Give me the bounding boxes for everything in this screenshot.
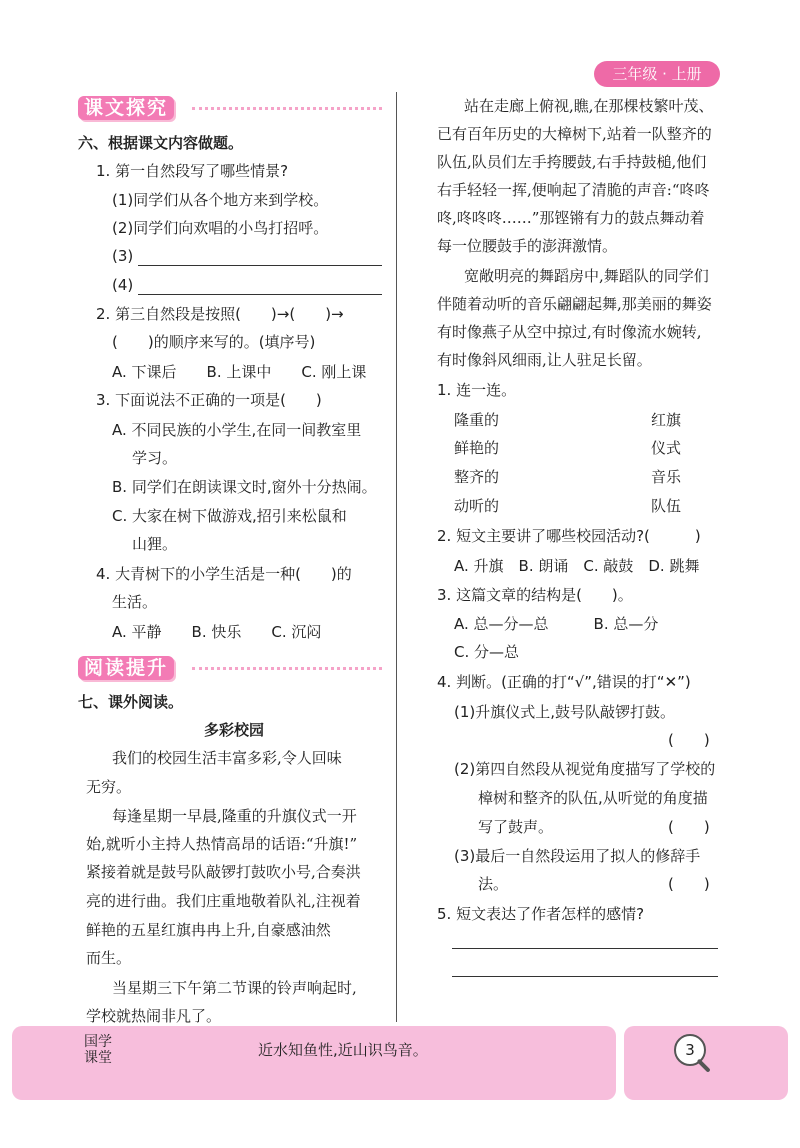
page-number: 3 (685, 1041, 695, 1059)
section-title: 七、课外阅读。 (78, 693, 184, 711)
options: C. 分—总 (454, 643, 520, 661)
reading-line: 有时像燕子从空中掠过,有时像流水婉转, (437, 323, 702, 341)
options: A. 升旗 B. 朗诵 C. 敲鼓 D. 跳舞 (454, 557, 700, 575)
option-a: A. 不同民族的小学生,在同一间教室里 (112, 421, 362, 439)
reading-line: 始,就听小主持人热情高昂的话语:“升旗!” (86, 835, 358, 853)
banner-dots (192, 667, 382, 670)
reading-line: 宽敞明亮的舞蹈房中,舞蹈队的同学们 (464, 267, 709, 285)
answer-blank[interactable] (138, 294, 382, 295)
options: A. 总—分—总 B. 总—分 (454, 615, 659, 633)
reading-line: 右手轻轻一挥,便响起了清脆的声音:“咚咚 (437, 181, 710, 199)
question-stem: 5. 短文表达了作者怎样的感情? (437, 905, 645, 923)
reading-line: 学校就热闹非凡了。 (86, 1007, 222, 1025)
reading-line: 无穷。 (86, 778, 132, 796)
question-stem: 4. 大青树下的小学生活是一种( )的 (96, 565, 352, 583)
question-stem: 4. 判断。(正确的打“√”,错误的打“✕”) (437, 673, 691, 691)
footer-page-panel (624, 1026, 788, 1100)
question-stem: 2. 短文主要讲了哪些校园活动?( ) (437, 527, 701, 545)
judge-statement: (1)升旗仪式上,鼓号队敲锣打鼓。 (454, 703, 676, 721)
answer-paren[interactable]: ( ) (668, 875, 710, 893)
answer-blank[interactable] (452, 976, 718, 977)
reading-line: 当星期三下午第二节课的铃声响起时, (112, 979, 357, 997)
match-right-word[interactable]: 红旗 (651, 411, 682, 429)
judge-statement: (2)第四自然段从视觉角度描写了学校的 (454, 760, 716, 778)
reading-line: 咚,咚咚咚……”那铿锵有力的鼓点舞动着 (437, 209, 705, 227)
banner-label: 课文探究 (78, 96, 174, 120)
answer-label: (4) (112, 276, 134, 294)
reading-line: 每一位腰鼓手的澎湃激情。 (437, 237, 618, 255)
answer-line: (2)同学们向欢唱的小鸟打招呼。 (112, 219, 329, 237)
footer-label: 课堂 (84, 1050, 112, 1066)
judge-statement-cont: 写了鼓声。 (478, 818, 554, 836)
judge-statement-cont: 法。 (478, 875, 509, 893)
question-stem: 3. 下面说法不正确的一项是( ) (96, 391, 322, 409)
reading-line: 紧接着就是鼓号队敲锣打鼓吹小号,合奏洪 (86, 863, 361, 881)
answer-line: (1)同学们从各个地方来到学校。 (112, 191, 329, 209)
answer-paren[interactable]: ( ) (668, 731, 710, 749)
question-stem: 1. 第一自然段写了哪些情景? (96, 162, 289, 180)
reading-line: 我们的校园生活丰富多彩,令人回味 (112, 749, 342, 767)
reading-title: 多彩校园 (204, 721, 265, 739)
reading-line: 队伍,队员们左手挎腰鼓,右手持鼓槌,他们 (437, 153, 707, 171)
question-stem-cont: 生活。 (112, 593, 158, 611)
section-title: 六、根据课文内容做题。 (78, 134, 244, 152)
banner-label: 阅读提升 (78, 656, 174, 680)
reading-line: 每逢星期一早晨,隆重的升旗仪式一开 (112, 807, 357, 825)
question-stem: 2. 第三自然段是按照( )→( )→ (96, 305, 344, 323)
judge-statement-cont: 樟树和整齐的队伍,从听觉的角度描 (478, 789, 708, 807)
section-banner-explore (78, 96, 382, 122)
match-right-word[interactable]: 仪式 (651, 439, 682, 457)
grade-badge: 三年级 · 上册 (594, 61, 720, 87)
reading-line: 站在走廊上俯视,瞧,在那棵枝繁叶茂、 (464, 97, 714, 115)
option-c: C. 大家在树下做游戏,招引来松鼠和 (112, 507, 347, 525)
match-right-word[interactable]: 音乐 (651, 468, 682, 486)
options: A. 平静 B. 快乐 C. 沉闷 (112, 623, 322, 641)
option-b: B. 同学们在朗读课文时,窗外十分热闹。 (112, 478, 377, 496)
question-stem: 1. 连一连。 (437, 381, 517, 399)
question-stem-cont: ( )的顺序来写的。(填序号) (112, 333, 316, 351)
reading-line: 伴随着动听的音乐翩翩起舞,那美丽的舞姿 (437, 295, 712, 313)
section-banner-reading (78, 656, 382, 682)
question-stem: 3. 这篇文章的结构是( )。 (437, 586, 633, 604)
footer-label: 国学 (84, 1034, 112, 1050)
answer-blank[interactable] (138, 265, 382, 266)
reading-line: 鲜艳的五星红旗冉冉上升,自豪感油然 (86, 921, 331, 939)
match-left-word[interactable]: 动听的 (454, 497, 500, 515)
reading-line: 有时像斜风细雨,让人驻足长留。 (437, 351, 652, 369)
match-left-word[interactable]: 隆重的 (454, 411, 500, 429)
reading-line: 亮的进行曲。我们庄重地敬着队礼,注视着 (86, 892, 361, 910)
reading-line: 已有百年历史的大樟树下,站着一队整齐的 (437, 125, 712, 143)
option-c-cont: 山狸。 (132, 535, 178, 553)
match-left-word[interactable]: 鲜艳的 (454, 439, 500, 457)
judge-statement: (3)最后一自然段运用了拟人的修辞手 (454, 847, 701, 865)
answer-blank[interactable] (452, 948, 718, 949)
banner-dots (192, 107, 382, 110)
footer-quote: 近水知鱼性,近山识鸟音。 (258, 1041, 428, 1059)
option-a-cont: 学习。 (132, 449, 178, 467)
match-right-word[interactable]: 队伍 (651, 497, 682, 515)
options: A. 下课后 B. 上课中 C. 刚上课 (112, 363, 367, 381)
column-divider (396, 92, 397, 1022)
match-left-word[interactable]: 整齐的 (454, 468, 500, 486)
reading-line: 而生。 (86, 949, 132, 967)
answer-label: (3) (112, 247, 134, 265)
answer-paren[interactable]: ( ) (668, 818, 710, 836)
